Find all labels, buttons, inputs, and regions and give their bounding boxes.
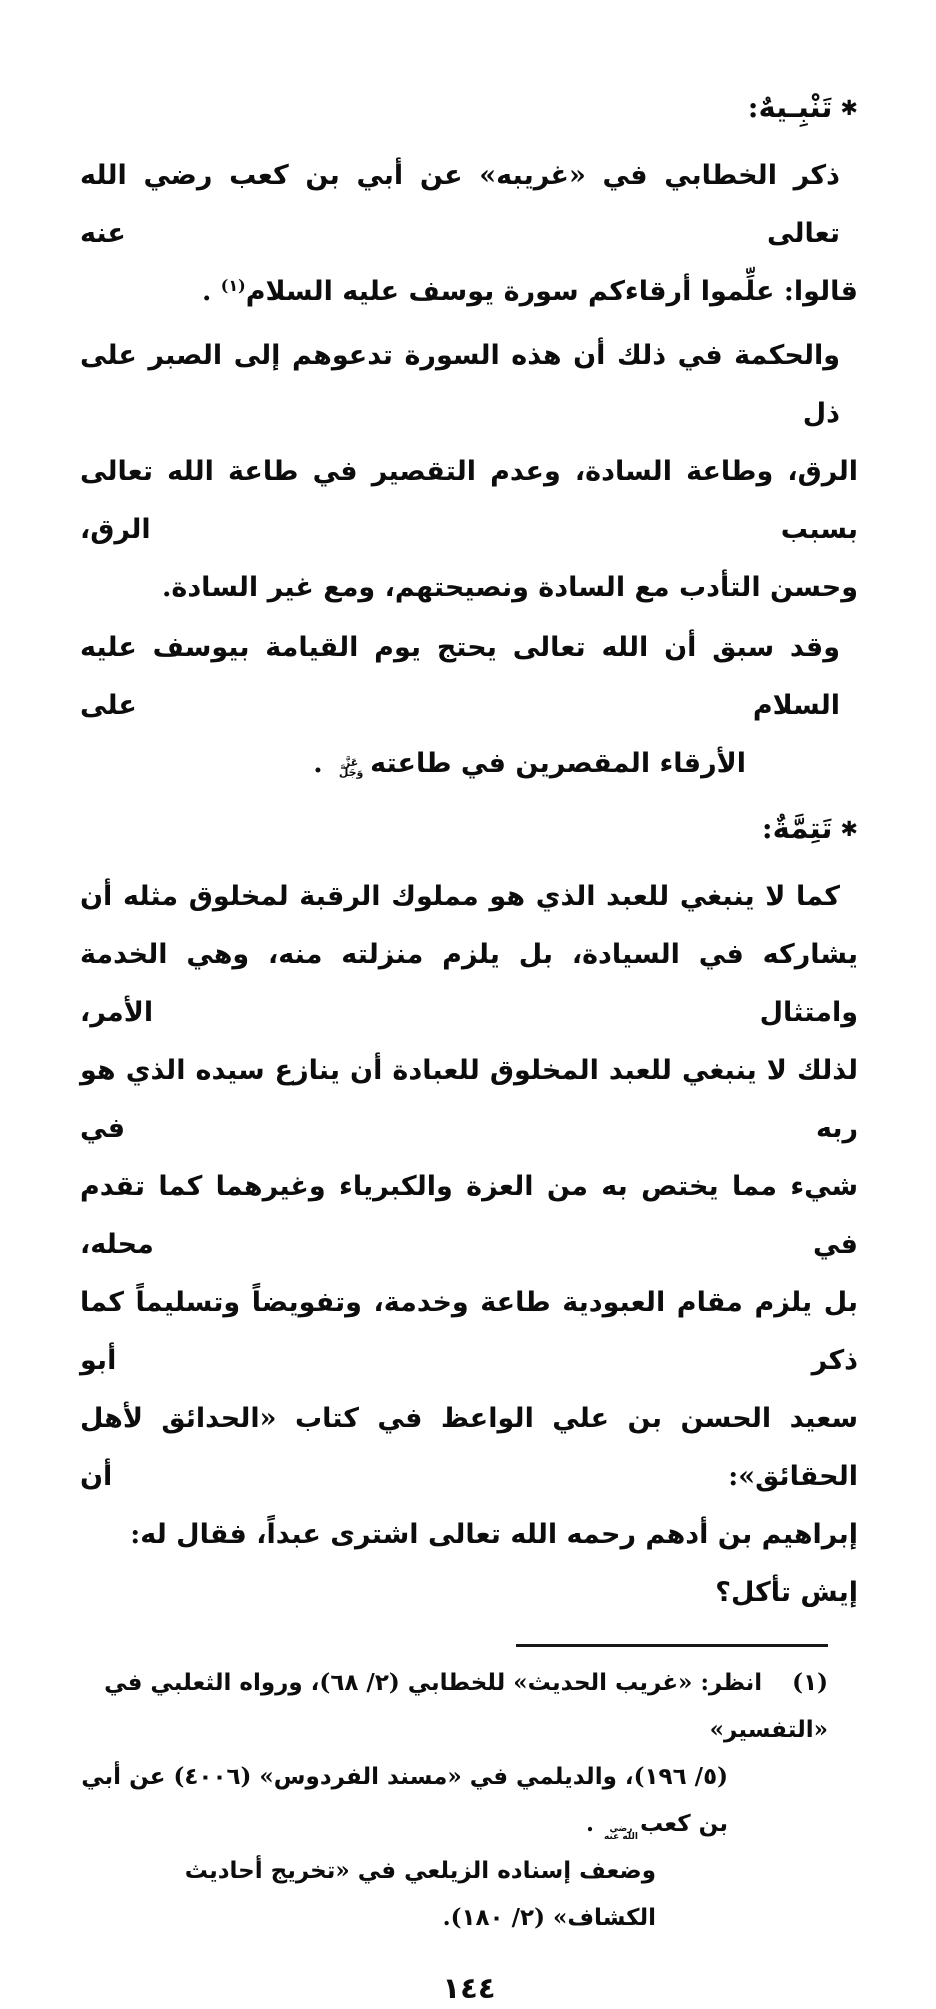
- heading-label-tatimma: تَتِمَّةٌ:: [761, 811, 833, 845]
- section-heading-tanbih: [80, 84, 858, 131]
- radiallahu-anhu-honorific-icon: رضي الله عنه: [603, 1824, 638, 1842]
- footnote-separator: [516, 1644, 828, 1647]
- text-line: لذلك لا ينبغي للعبد المخلوق للعبادة أن ينازع سيده الذي هو ربه في: [80, 1055, 858, 1144]
- section-heading-tatimma: [80, 805, 858, 852]
- footnote-1-line-2: [80, 1753, 728, 1847]
- text-line: [80, 263, 858, 321]
- period: .: [313, 748, 333, 779]
- text-line: شيء مما يختص به من العزة والكبرياء وغيرهما كما تقدم في محله،: [80, 1171, 858, 1260]
- paragraph-tanbih-2: [80, 327, 858, 617]
- text-segment: الأرقاء المقصرين في طاعته: [370, 748, 746, 779]
- period: .: [201, 276, 221, 307]
- page-number: ١٤٤: [442, 1971, 496, 2005]
- asterisk-icon: ✱: [840, 95, 858, 120]
- text-line: إبراهيم بن أدهم رحمه الله تعالى اشترى عبداً، فقال له: إيش تأكل؟: [130, 1519, 858, 1608]
- asterisk-icon: ✱: [840, 816, 858, 841]
- footnote-marker: (١): [792, 1669, 828, 1696]
- text-line: بل يلزم مقام العبودية طاعة وخدمة، وتفويضاً وتسليماً كما ذكر أبو: [80, 1287, 858, 1376]
- paragraph-tanbih-1: [80, 147, 858, 321]
- heading-label-tanbih: تَنْبِـيهٌ:: [747, 90, 833, 124]
- footnote-ref-1: (١): [220, 276, 246, 295]
- text-line: كما لا ينبغي للعبد الذي هو مملوك الرقبة لمخلوق مثله أن: [80, 881, 840, 912]
- text-segment: انظر: «غريب الحديث» للخطابي (٢/ ٦٨)، ورواه الثعلبي في «التفسير»: [104, 1669, 828, 1743]
- footnote-1-line-3: وضعف إسناده الزيلعي في «تخريج أحاديث الكشاف» (٢/ ١٨٠).: [184, 1857, 656, 1931]
- period: .: [585, 1810, 602, 1837]
- paragraph-tatimma-1: [80, 868, 858, 1622]
- text-line: والحكمة في ذلك أن هذه السورة تدعوهم إلى الصبر على ذل: [80, 340, 840, 429]
- text-line: وقد سبق أن الله تعالى يحتج يوم القيامة بيوسف عليه السلام على: [80, 632, 840, 721]
- text-line: [80, 735, 746, 793]
- text-segment: (٥/ ١٩٦)، والديلمي في «مسند الفردوس» (٤٠٠٦) عن أبي بن كعب: [81, 1763, 728, 1837]
- footnotes-block: [80, 1659, 828, 1941]
- paragraph-tanbih-3: [80, 619, 858, 793]
- text-line: ذكر الخطابي في «غريبه» عن أبي بن كعب رضي الله تعالى عنه: [80, 160, 840, 249]
- text-line: يشاركه في السيادة، بل يلزم منزلته منه، وهي الخدمة وامتثال الأمر،: [80, 939, 858, 1028]
- text-segment: قالوا: علِّموا أرقاءكم سورة يوسف عليه السلام: [245, 276, 858, 307]
- footnote-1-line-1: [80, 1659, 828, 1753]
- text-line: وحسن التأدب مع السادة ونصيحتهم، ومع غير السادة.: [161, 572, 858, 603]
- text-line: الرق، وطاعة السادة، وعدم التقصير في طاعة الله تعالى بسبب الرق،: [80, 456, 858, 545]
- azza-wajall-honorific-icon: عَزَّ وَجَلَّ: [338, 756, 364, 779]
- text-line: سعيد الحسن بن علي الواعظ في كتاب «الحدائق لأهل الحقائق»: أن: [80, 1403, 858, 1492]
